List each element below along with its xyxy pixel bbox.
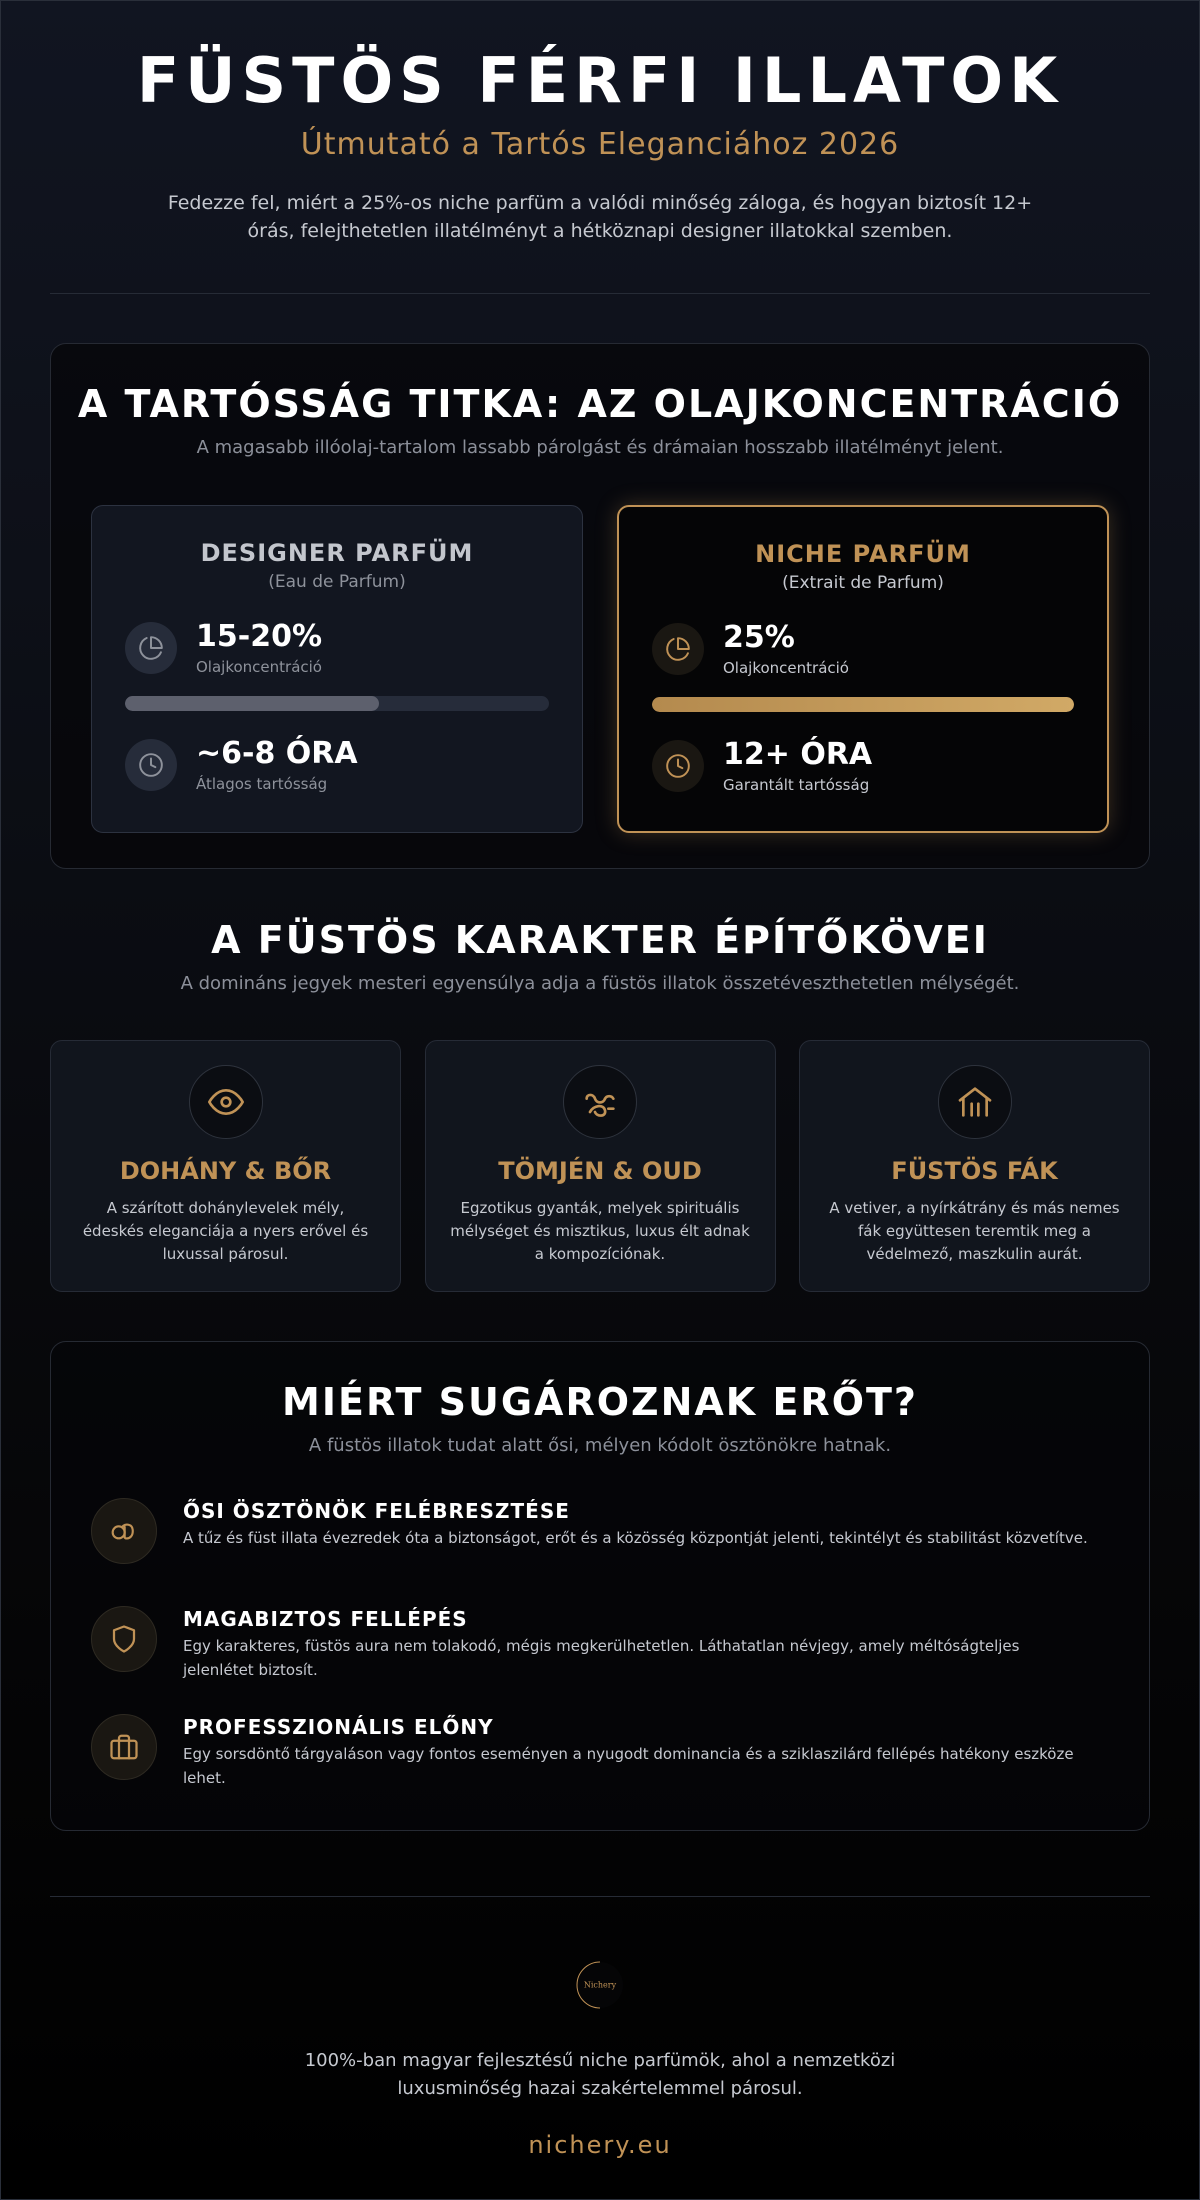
note-card-tobacco-leather <box>50 1040 401 1292</box>
clock-icon <box>652 740 704 792</box>
niche-oil-bar-fill <box>652 697 1074 712</box>
notes-subtitle: A domináns jegyek mesteri egyensúlya adja a füstös illatok összetéveszthetetlen mélységét. <box>180 973 1020 994</box>
eye-icon <box>189 1065 263 1139</box>
why-subtitle: A füstös illatok tudat alatt ősi, mélyen kódolt ösztönökre hatnak. <box>308 1435 892 1456</box>
niche-oil-value: 25% <box>723 620 795 655</box>
note-card-incense-oud <box>425 1040 776 1292</box>
niche-duration-value: 12+ ÓRA <box>723 737 873 772</box>
why-item-description: A tűz és füst illata évezredek óta a biztonságot, erőt és a közösség központját jelenti, tekintélyt és stabilitást közvetítve. <box>183 1529 1088 1547</box>
notes-cards <box>50 1040 1150 1292</box>
website-link[interactable]: nichery.eu <box>528 2131 672 2159</box>
note-title: FÜSTÖS FÁK <box>891 1157 1058 1185</box>
pie-chart-icon <box>125 622 177 674</box>
why-section <box>50 1341 1150 1831</box>
page-intro: Fedezze fel, miért a 25%-os niche parfüm a valódi minőség záloga, és hogyan biztosít 12+ órás, felejthetetlen illatélményt a hétköznapi designer illatokkal szemben. <box>167 192 1033 242</box>
designer-oil-label: Olajkoncentráció <box>196 658 322 676</box>
niche-type: (Extrait de Parfum) <box>782 573 944 593</box>
briefcase-icon <box>91 1714 157 1780</box>
niche-duration-label: Garantált tartósság <box>723 776 870 794</box>
footer-description: 100%-ban magyar fejlesztésű niche parfümök, ahol a nemzetközi luxusminőség hazai szakértelemmel párosul. <box>304 2050 896 2099</box>
header-divider <box>50 293 1150 294</box>
designer-duration-stat <box>125 737 549 793</box>
concentration-section <box>50 343 1150 869</box>
page-header <box>50 1 1150 245</box>
page-title: FÜSTÖS FÉRFI ILLATOK <box>136 44 1064 117</box>
note-description: Egzotikus gyanták, melyek spirituális mélységet és misztikus, luxus élt adnak a kompozíciónak. <box>450 1199 750 1263</box>
designer-oil-value: 15-20% <box>196 619 323 654</box>
note-description: A szárított dohánylevelek mély, édeskés eleganciája a nyers erővel és luxussal párosul. <box>82 1199 369 1263</box>
notes-title: A FÜSTÖS KARAKTER ÉPÍTŐKÖVEI <box>211 918 989 962</box>
why-list <box>51 1498 1149 1822</box>
why-item-title: MAGABIZTOS FELLÉPÉS <box>183 1607 468 1631</box>
notes-section <box>50 916 1150 1292</box>
concentration-subtitle: A magasabb illóolaj-tartalom lassabb párolgást és drámaian hosszabb illatélményt jelent. <box>196 437 1004 458</box>
designer-title: DESIGNER PARFÜM <box>200 539 474 567</box>
niche-duration-stat <box>652 738 1074 794</box>
page-footer <box>50 1896 1150 2160</box>
note-description: A vetiver, a nyírkátrány és más nemes fák együttesen teremtik meg a védelmező, maszkulin aurát. <box>829 1199 1120 1263</box>
shield-icon <box>91 1606 157 1672</box>
designer-oil-stat <box>125 620 549 676</box>
svg-text:Nichery: Nichery <box>583 1980 617 1990</box>
why-item-description: Egy karakteres, füstös aura nem tolakodó, mégis megkerülhetetlen. Láthatatlan névjegy, amely méltóságteljes jelenlétet biztosít. <box>183 1637 1020 1679</box>
designer-oil-bar-fill <box>125 696 379 711</box>
designer-duration-value: ~6-8 ÓRA <box>196 736 358 771</box>
concentration-title: A TARTÓSSÁG TITKA: AZ OLAJKONCENTRÁCIÓ <box>77 382 1123 426</box>
niche-oil-bar <box>652 697 1074 712</box>
niche-oil-stat <box>652 621 1074 677</box>
why-item-title: PROFESSZIONÁLIS ELŐNY <box>183 1715 494 1739</box>
designer-duration-label: Átlagos tartósság <box>196 775 328 793</box>
brain-icon <box>91 1498 157 1564</box>
comparison-cards <box>51 505 1149 833</box>
clock-icon <box>125 739 177 791</box>
why-item-description: Egy sorsdöntő tárgyaláson vagy fontos eseményen a nyugodt dominancia és a sziklaszilárd fellépés hatékony eszköze lehet. <box>183 1745 1074 1787</box>
niche-title: NICHE PARFÜM <box>755 540 971 568</box>
cabin-icon <box>938 1065 1012 1139</box>
note-title: TÖMJÉN & OUD <box>498 1157 702 1185</box>
why-item-confidence <box>91 1606 1109 1714</box>
why-item-instincts <box>91 1498 1109 1606</box>
designer-oil-bar <box>125 696 549 711</box>
why-item-title: ŐSI ÖSZTÖNÖK FELÉBRESZTÉSE <box>183 1499 570 1523</box>
smoke-icon <box>563 1065 637 1139</box>
niche-card <box>617 505 1109 833</box>
pie-chart-icon <box>652 623 704 675</box>
designer-card <box>91 505 583 833</box>
designer-type: (Eau de Parfum) <box>268 572 406 592</box>
why-title: MIÉRT SUGÁROZNAK ERŐT? <box>282 1380 918 1424</box>
niche-oil-label: Olajkoncentráció <box>723 659 849 677</box>
why-item-professional <box>91 1714 1109 1822</box>
note-card-smoky-woods <box>799 1040 1150 1292</box>
brand-logo <box>576 1961 624 2009</box>
note-title: DOHÁNY & BŐR <box>119 1157 332 1185</box>
page-subtitle: Útmutató a Tartós Eleganciához 2026 <box>300 127 900 162</box>
